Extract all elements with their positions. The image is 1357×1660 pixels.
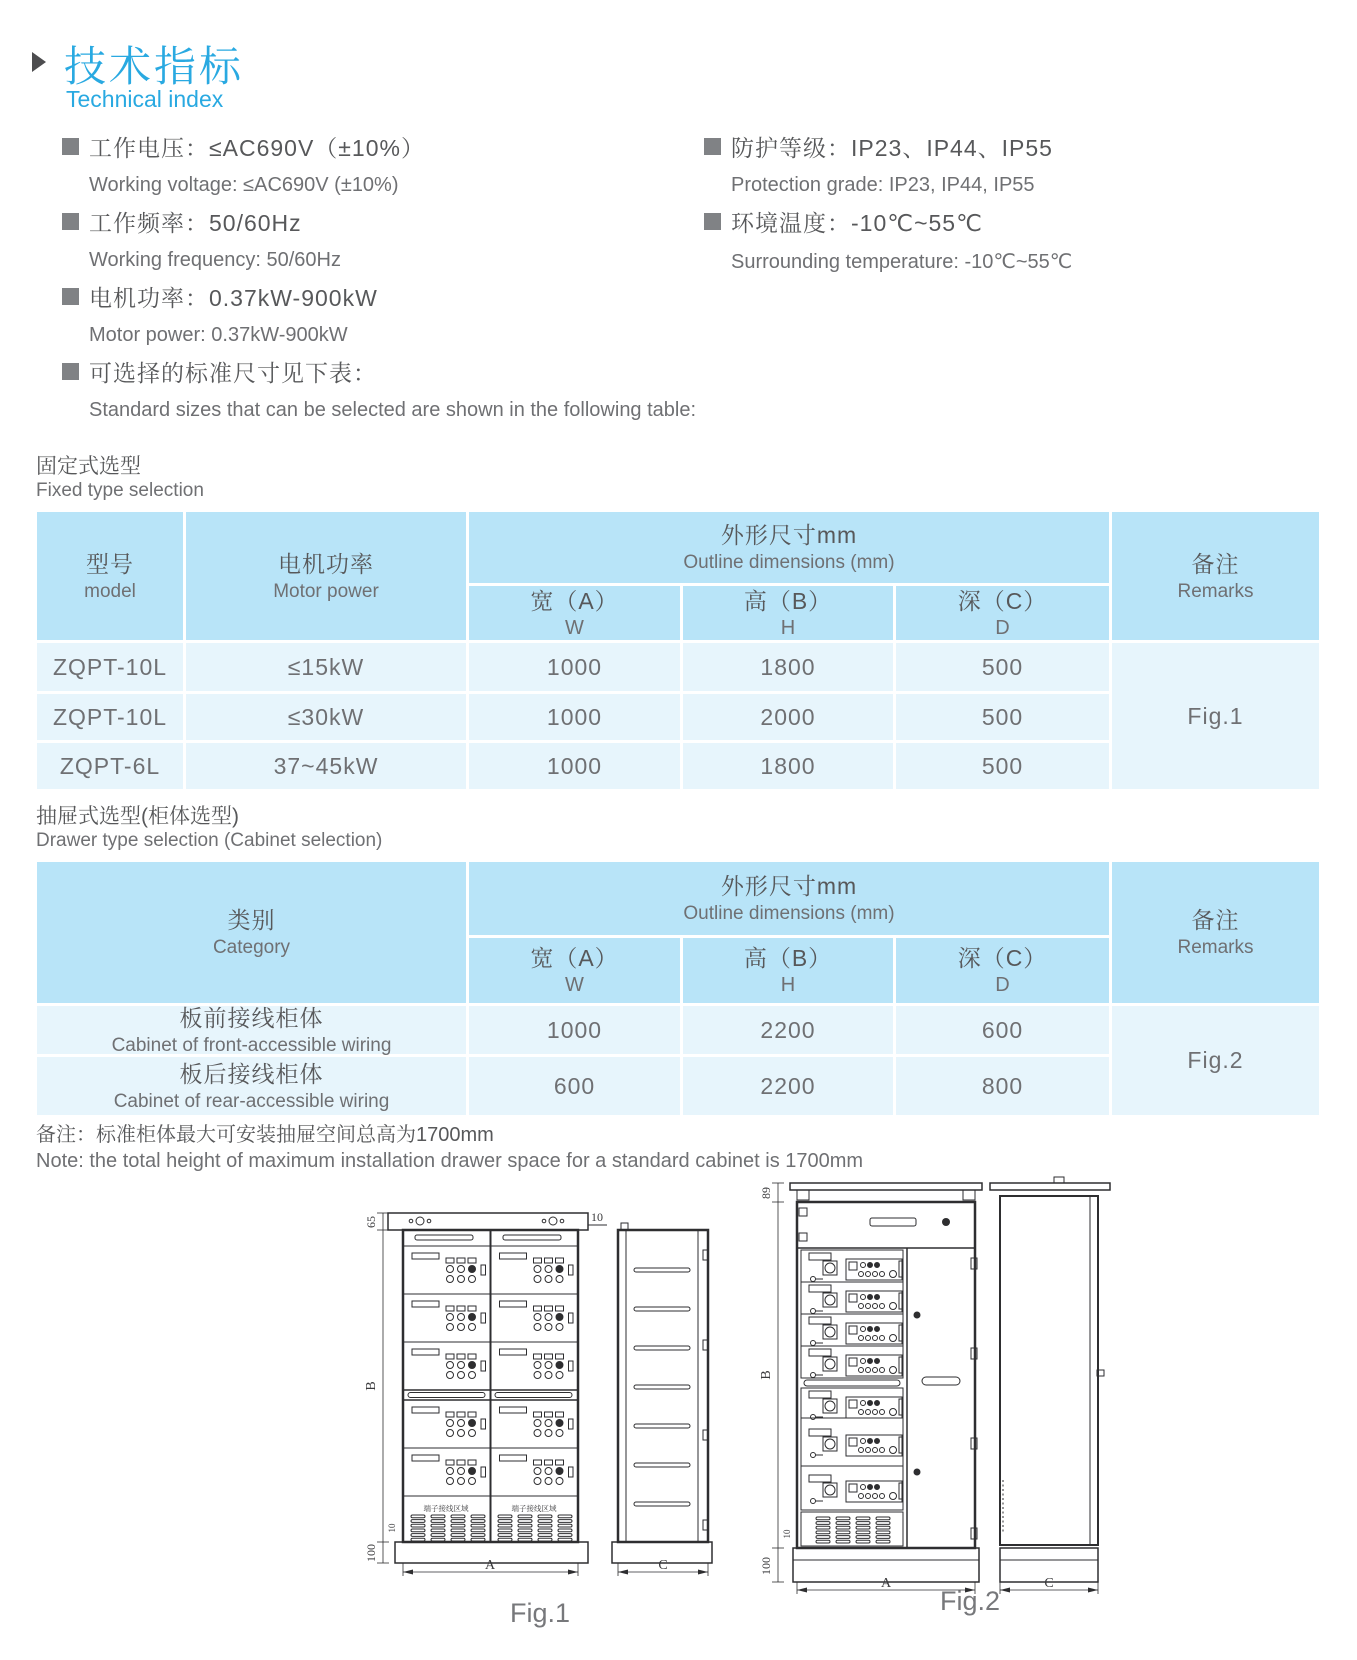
cell-depth: 500 — [896, 643, 1109, 691]
cell-model: ZQPT-10L — [37, 643, 183, 691]
cell-category: 板后接线柜体 Cabinet of rear-accessible wiring — [37, 1057, 466, 1115]
cell-power: 37~45kW — [186, 743, 466, 789]
cell-height: 1800 — [683, 743, 893, 789]
col-header-model: 型号 model — [37, 512, 183, 640]
cell-width: 1000 — [469, 643, 680, 691]
bullet-square-icon — [62, 213, 79, 230]
page-title: 技术指标 — [64, 43, 245, 90]
spec-en: Protection grade: IP23, IP44, IP55 — [731, 174, 1035, 196]
section-title-fixed-en: Fixed type selection — [36, 480, 204, 501]
col-header-depth: 深（C） D — [896, 938, 1109, 1003]
bullet-square-icon — [704, 213, 721, 230]
cell-power: ≤15kW — [186, 643, 466, 691]
cell-depth: 500 — [896, 743, 1109, 789]
spec-zh: 可选择的标准尺寸见下表： — [89, 360, 377, 386]
col-header-depth: 深（C） D — [896, 586, 1109, 640]
section-title-fixed-zh: 固定式选型 — [36, 455, 141, 478]
col-header-height: 高（B） H — [683, 586, 893, 640]
section-arrow-icon — [32, 52, 46, 72]
cell-power: ≤30kW — [186, 694, 466, 740]
cell-height: 1800 — [683, 643, 893, 691]
col-header-category: 类别 Category — [37, 862, 466, 1003]
fig1-caption: Fig.1 — [509, 1598, 571, 1628]
col-header-remarks: 备注 Remarks — [1112, 862, 1319, 1003]
drawer-type-table — [37, 862, 1319, 1115]
fig1-terminal-label: 端子接线区域 — [511, 1504, 557, 1513]
col-header-remarks: 备注 Remarks — [1112, 512, 1319, 640]
spec-zh: 工作电压：≤AC690V（±10%） — [89, 135, 425, 161]
fig2-dim-top: 89 — [759, 1187, 773, 1199]
spec-zh: 电机功率：0.37kW-900kW — [89, 285, 378, 311]
cell-height: 2200 — [683, 1057, 893, 1115]
fig2-dim-height: B — [759, 1370, 774, 1380]
spec-item-motor-power — [62, 280, 378, 347]
col-header-width: 宽（A） W — [469, 586, 680, 640]
bullet-square-icon — [704, 138, 721, 155]
bullet-square-icon — [62, 363, 79, 380]
col-header-height: 高（B） H — [683, 938, 893, 1003]
spec-item-voltage — [62, 130, 425, 197]
cell-width: 1000 — [469, 743, 680, 789]
fig1-dim-top: 65 — [364, 1216, 378, 1228]
cell-model: ZQPT-6L — [37, 743, 183, 789]
spec-en: Standard sizes that can be selected are shown in the following table: — [89, 399, 697, 421]
fig1-drawing — [345, 1190, 725, 1610]
cell-width: 1000 — [469, 694, 680, 740]
page-subtitle: Technical index — [66, 86, 224, 112]
bullet-square-icon — [62, 138, 79, 155]
bullet-square-icon — [62, 288, 79, 305]
fig1-dim-bottom: 100 — [364, 1544, 378, 1562]
fig1-terminal-label: 端子接线区域 — [423, 1504, 469, 1513]
spec-en: Surrounding temperature: -10℃~55℃ — [731, 251, 1073, 273]
fig1-dim-top-right: 10 — [591, 1210, 603, 1224]
col-header-width: 宽（A） W — [469, 938, 680, 1003]
spec-item-frequency — [62, 205, 341, 272]
spec-zh: 防护等级：IP23、IP44、IP55 — [731, 135, 1053, 161]
spec-item-table-note — [62, 355, 696, 422]
col-header-outline: 外形尺寸mm Outline dimensions (mm) — [469, 862, 1109, 935]
fig2-caption: Fig.2 — [939, 1586, 1001, 1616]
cell-remarks-fig2: Fig.2 — [1112, 1006, 1319, 1115]
fig2-dim-inner: 10 — [782, 1529, 792, 1539]
spec-zh: 环境温度：-10℃~55℃ — [731, 210, 983, 236]
cell-width: 1000 — [469, 1006, 680, 1054]
fixed-type-table — [37, 512, 1319, 789]
cell-depth: 800 — [896, 1057, 1109, 1115]
spec-item-temperature — [704, 205, 1072, 274]
cell-height: 2000 — [683, 694, 893, 740]
spec-item-protection — [704, 130, 1053, 197]
col-header-power: 电机功率 Motor power — [186, 512, 466, 640]
note-zh: 备注：标准柜体最大可安装抽屉空间总高为1700mm — [36, 1124, 494, 1146]
spec-zh: 工作频率：50/60Hz — [89, 210, 302, 236]
fig2-drawing — [718, 1170, 1128, 1610]
cell-model: ZQPT-10L — [37, 694, 183, 740]
fig1-dim-depth: C — [658, 1558, 668, 1573]
cell-depth: 600 — [896, 1006, 1109, 1054]
section-title-drawer-zh: 抽屉式选型(柜体选型) — [36, 805, 239, 828]
spec-en: Working voltage: ≤AC690V (±10%) — [89, 174, 399, 196]
fig2-dim-depth: C — [1044, 1576, 1054, 1591]
cell-category: 板前接线柜体 Cabinet of front-accessible wiring — [37, 1006, 466, 1054]
cell-depth: 500 — [896, 694, 1109, 740]
fig1-dim-width: A — [484, 1558, 496, 1573]
cell-height: 2200 — [683, 1006, 893, 1054]
spec-en: Motor power: 0.37kW-900kW — [89, 324, 348, 346]
note-en: Note: the total height of maximum installation drawer space for a standard cabinet is 1700mm — [36, 1150, 864, 1172]
fig1-dim-inner: 10 — [387, 1523, 397, 1533]
spec-en: Working frequency: 50/60Hz — [89, 249, 341, 271]
section-title-drawer-en: Drawer type selection (Cabinet selection) — [36, 830, 383, 851]
col-header-outline: 外形尺寸mm Outline dimensions (mm) — [469, 512, 1109, 583]
cell-width: 600 — [469, 1057, 680, 1115]
cell-remarks-fig1: Fig.1 — [1112, 643, 1319, 789]
fig1-dim-height: B — [364, 1381, 379, 1391]
fig2-dim-bottom: 100 — [759, 1557, 773, 1575]
fig2-dim-width: A — [880, 1576, 892, 1591]
